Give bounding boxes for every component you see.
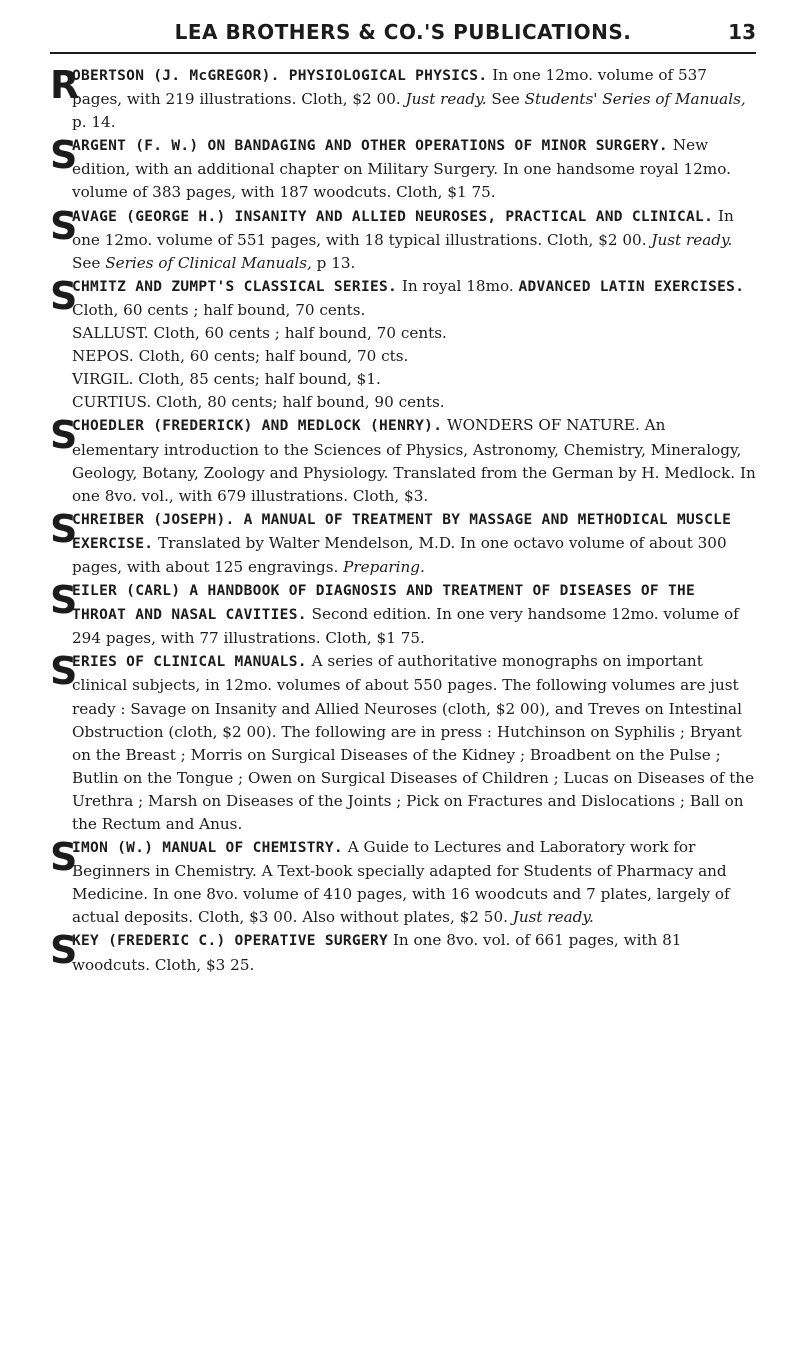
entry-body: New edition, with an additional chapter on Military Surgery. In one handsome royal 12mo. volume of 383 pages, with 187 woodcuts. Cloth, $1 75. bbox=[72, 136, 731, 202]
sub-entry-curtius: CURTIUS. Cloth, 80 cents; half bound, 90 cents. bbox=[72, 393, 445, 412]
entry-body: In one 8vo. vol. of 661 pages, with 81 woodcuts. Cloth, $3 25. bbox=[72, 931, 682, 974]
entry-tail: See bbox=[486, 90, 525, 109]
entry-status: Just ready. bbox=[405, 90, 487, 109]
page-header bbox=[50, 0, 756, 56]
catalog-entry-savage bbox=[50, 205, 756, 275]
entry-body: WONDERS OF NATURE. An elementary introduction to the Sciences of Physics, Astronomy, Chemistry, Mineralogy, Geology, Botany, Zoology and Physiology. Translated from the German by H. Medlock. In one 8vo. vol., with 679 illustrations. Cloth, $3. bbox=[72, 416, 756, 505]
entry-status: Just ready. bbox=[651, 230, 733, 249]
running-title: LEA BROTHERS & CO.'S PUBLICATIONS. bbox=[174, 20, 632, 44]
entry-heading: KEY (FREDERIC C.) OPERATIVE SURGERY bbox=[72, 933, 389, 950]
entry-heading: CHREIBER (JOSEPH). A MANUAL OF TREATMENT BY MASSAGE AND METHODICAL MUSCLE EXERCISE. bbox=[72, 511, 732, 552]
catalog-entry-seiler bbox=[50, 579, 756, 650]
entry-heading: CHOEDLER (FREDERICK) AND MEDLOCK (HENRY). bbox=[72, 418, 443, 435]
drop-initial: S bbox=[50, 835, 78, 880]
header-rule bbox=[50, 52, 756, 54]
entry-heading: OBERTSON (J. McGREGOR). PHYSIOLOGICAL PHYSICS. bbox=[72, 68, 488, 84]
entry-tail: See bbox=[72, 253, 106, 272]
catalog-entry-clinical-manuals bbox=[50, 650, 756, 836]
entry-body: In one 12mo. volume of 537 pages, with 219 illustrations. Cloth, $2 00. bbox=[72, 66, 707, 109]
catalog-entry-simon bbox=[50, 836, 756, 929]
entry-heading: ARGENT (F. W.) ON BANDAGING AND OTHER OPERATIONS OF MINOR SURGERY. bbox=[72, 138, 668, 155]
entry-heading: IMON (W.) MANUAL OF CHEMISTRY. bbox=[72, 840, 343, 857]
entry-status: Just ready. bbox=[512, 908, 594, 927]
entry-body-2: Cloth, 60 cents ; half bound, 70 cents. bbox=[72, 300, 366, 319]
sub-entry-virgil: VIRGIL. Cloth, 85 cents; half bound, $1. bbox=[72, 370, 381, 389]
entry-body: In royal 18mo. bbox=[397, 276, 519, 295]
entry-body: Translated by Walter Mendelson, M.D. In one octavo volume of about 300 pages, with about 125 engravings. bbox=[72, 533, 727, 576]
drop-initial: S bbox=[50, 273, 78, 318]
drop-initial: S bbox=[50, 506, 78, 551]
drop-initial: S bbox=[50, 578, 78, 623]
catalog-entry-schreiber bbox=[50, 508, 756, 579]
drop-initial: S bbox=[50, 649, 78, 694]
entry-series-ref: Series of Clinical Manuals, bbox=[105, 253, 312, 272]
drop-initial: S bbox=[50, 133, 78, 178]
entry-page-ref: p 13. bbox=[311, 253, 356, 272]
entry-body: In one 12mo. volume of 551 pages, with 18 typical illustrations. Cloth, $2 00. bbox=[72, 206, 734, 249]
entry-body: Second edition. In one very handsome 12mo. volume of 294 pages, with 77 illustrations. Cloth, $1 75. bbox=[72, 605, 739, 648]
sub-entry-nepos: NEPOS. Cloth, 60 cents; half bound, 70 cts. bbox=[72, 347, 409, 366]
entry-body: A series of authoritative monographs on important clinical subjects, in 12mo. volumes of about 550 pages. The following volumes are just ready : Savage on Insanity and Allied Neuroses (cloth, $2 00), and Treves on Intestinal Obstruction (cloth, $2 00). The following are in press : Hutchinson on Syphilis ; Bryant on the Breast ; Morris on Surgical Diseases of the Kidney ; Broadbent on the Pulse ; Butlin on the Tongue ; Owen on Surgical Diseases of Children ; Lucas on Diseases of the Urethra ; Marsh on Diseases of the Joints ; Pick on Fractures and Dislocations ; Ball on the Rectum and Anus. bbox=[72, 652, 755, 833]
drop-initial: S bbox=[50, 413, 78, 458]
drop-initial: S bbox=[50, 203, 78, 248]
entry-series-ref: Students' Series of Manuals, bbox=[524, 90, 746, 109]
entry-heading: EILER (CARL) A HANDBOOK OF DIAGNOSIS AND TREATMENT OF DISEASES OF THE THROAT AND NASAL CAVITIES. bbox=[72, 583, 696, 624]
drop-initial: R bbox=[50, 63, 80, 107]
entry-body: A Guide to Lectures and Laboratory work for Beginners in Chemistry. A Text-book specially adapted for Students of Pharmacy and Medicine. In one 8vo. volume of 410 pages, with 16 woodcuts and 7 plates, largely of actual deposits. Cloth, $3 00. Also without plates, $2 50. bbox=[72, 838, 730, 927]
entry-heading: AVAGE (GEORGE H.) INSANITY AND ALLIED NEUROSES, PRACTICAL AND CLINICAL. bbox=[72, 208, 714, 225]
page-number: 13 bbox=[728, 20, 756, 44]
entry-status: Preparing. bbox=[343, 557, 425, 576]
catalog-entry-schmitz-zumpt bbox=[50, 275, 756, 322]
sub-entry-sallust: SALLUST. Cloth, 60 cents ; half bound, 70 cents. bbox=[72, 324, 447, 343]
catalog-entry-robertson bbox=[50, 64, 756, 134]
catalog-entry-schoedler bbox=[50, 414, 756, 507]
catalog-entry-sargent bbox=[50, 134, 756, 204]
entry-heading: ERIES OF CLINICAL MANUALS. bbox=[72, 654, 307, 671]
catalog-entry-skey bbox=[50, 929, 756, 976]
drop-initial: S bbox=[50, 928, 78, 973]
entry-subheading: ADVANCED LATIN EXERCISES. bbox=[518, 278, 745, 295]
entry-list bbox=[50, 64, 756, 977]
entry-heading: CHMITZ AND ZUMPT'S CLASSICAL SERIES. bbox=[72, 278, 398, 295]
entry-page-ref: p. 14. bbox=[72, 113, 116, 132]
